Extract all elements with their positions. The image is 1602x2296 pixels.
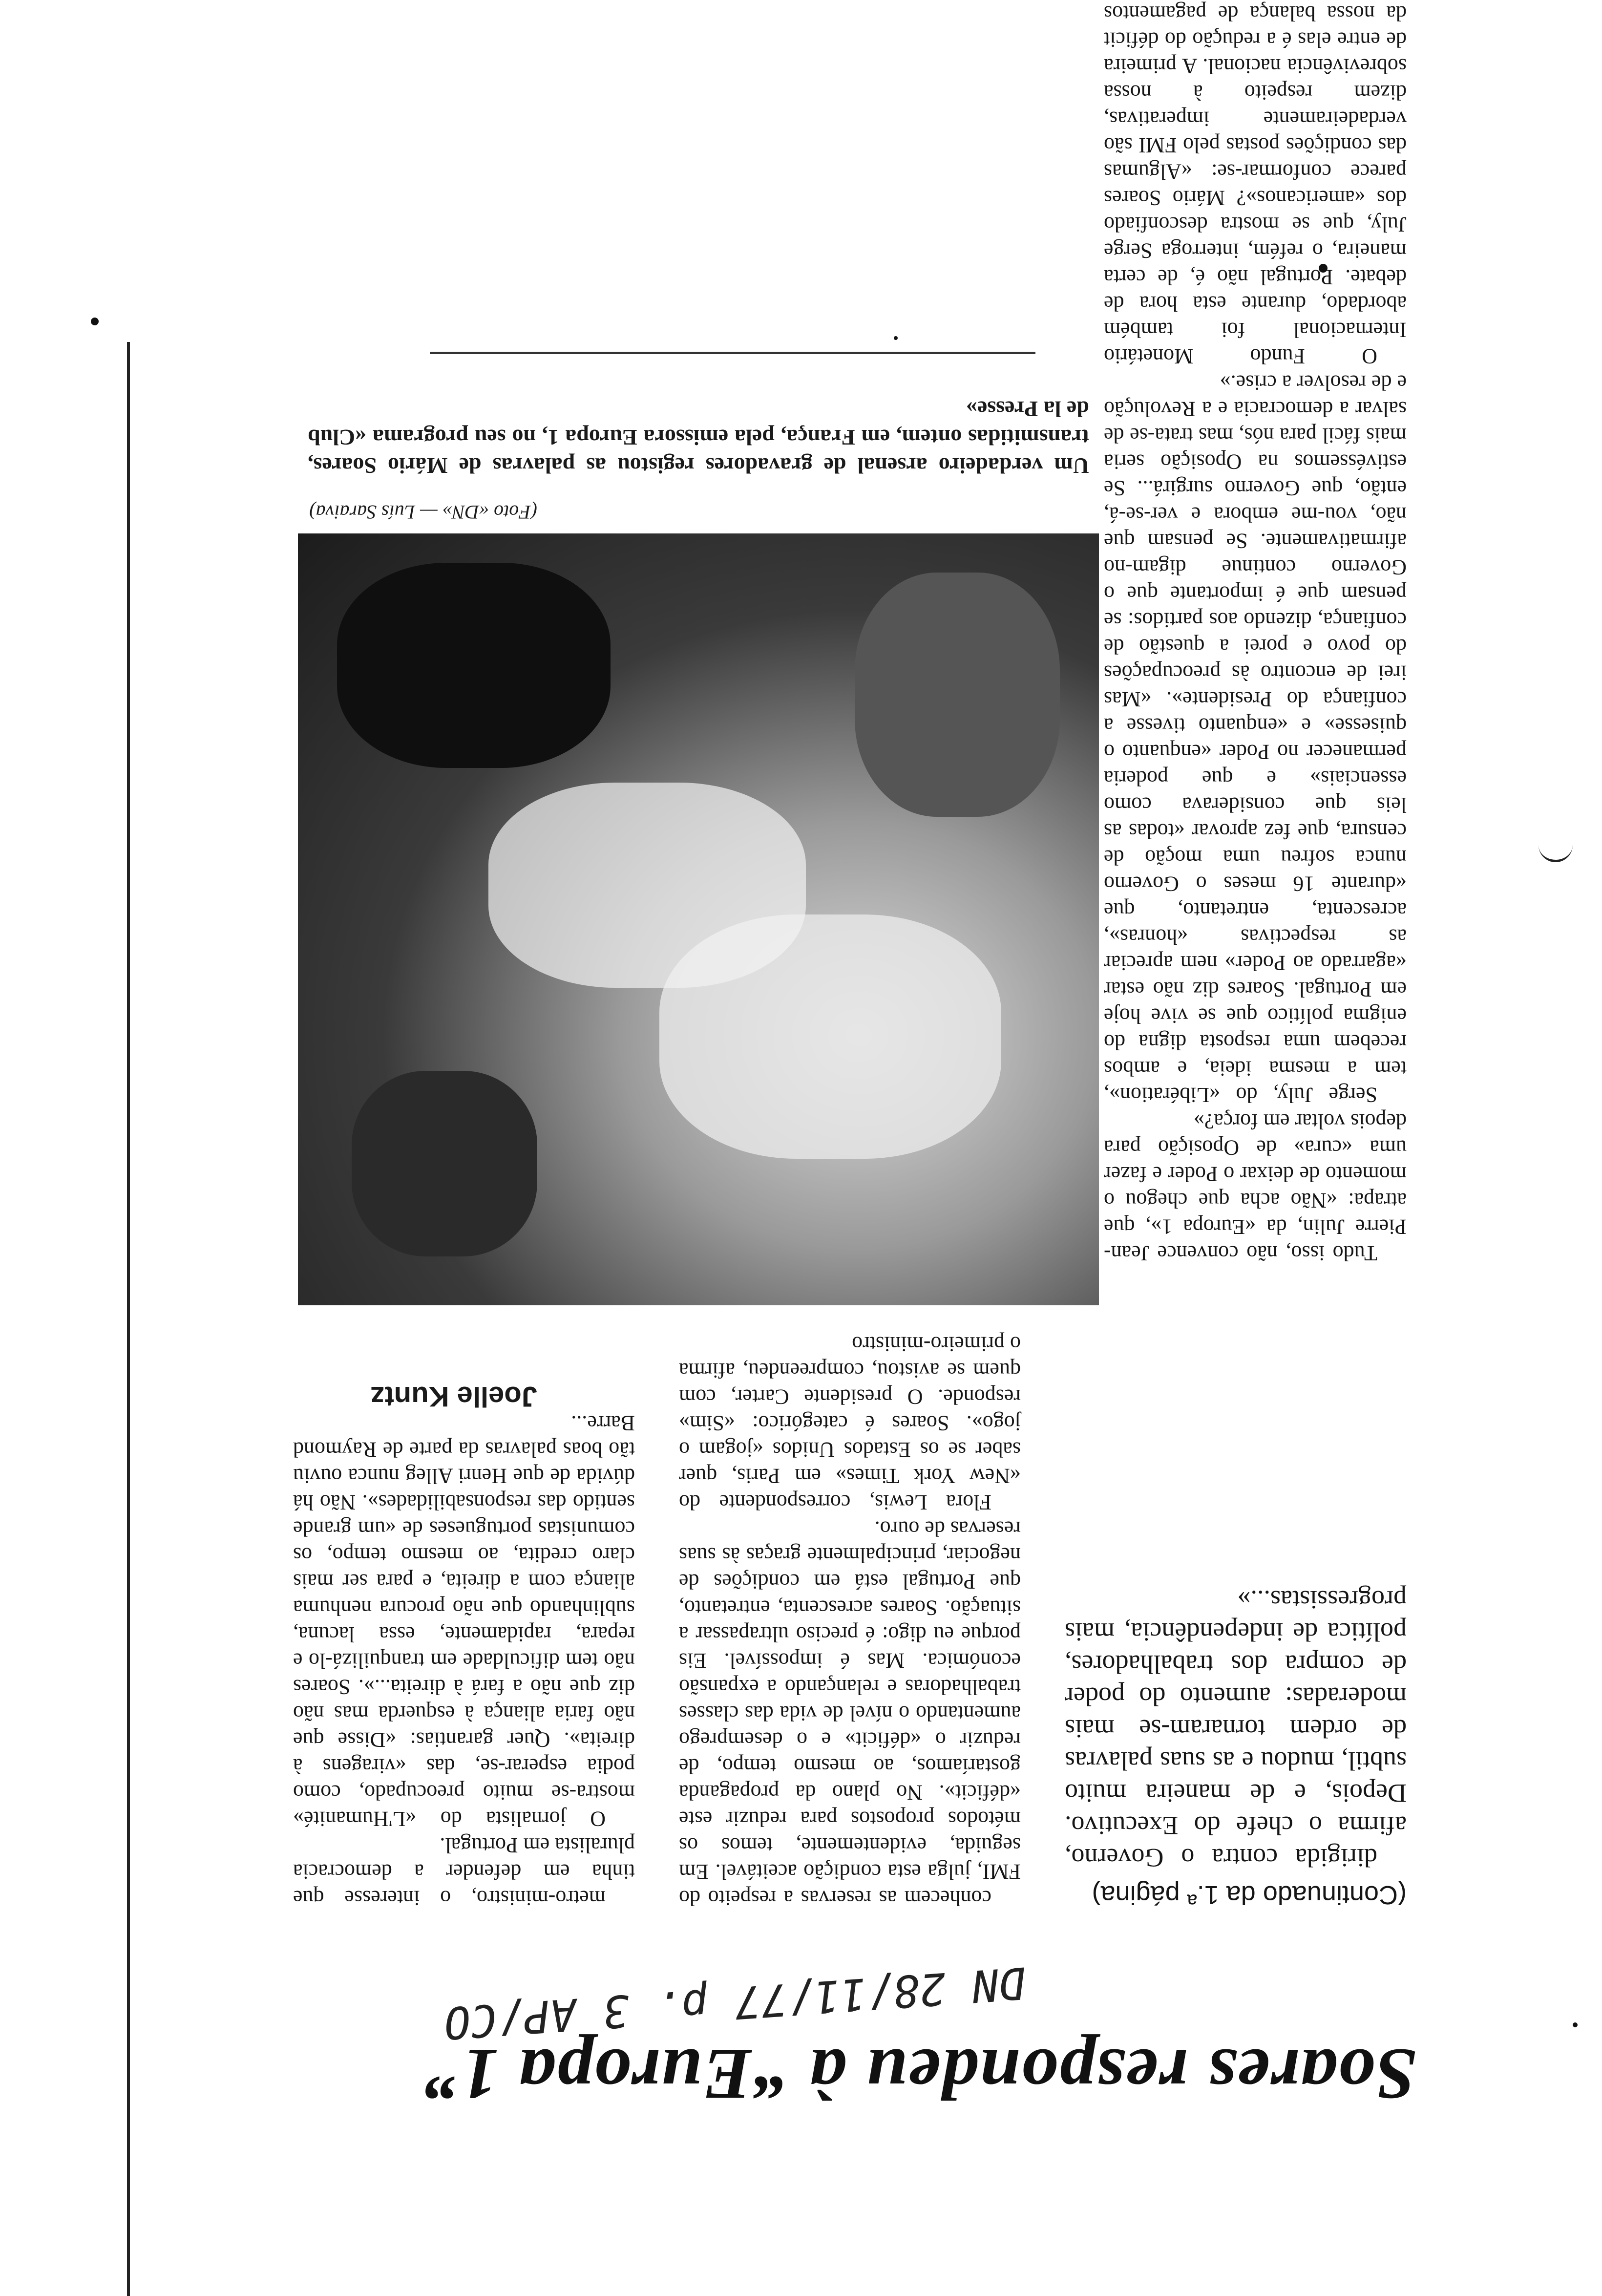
- photo-credit: (Foto «DN» — Luís Saraiva): [309, 501, 537, 523]
- paragraph: conhecem as reservas a respeito do FMI, julga esta condição aceitável. Em seguida, evidentemente, temos os métodos propostos para reduzir este «déficit». No plano da propaganda gostaríamos, ao mesmo tempo, de reduzir o «déficit» e o desemprego aumentando o nível de vida das classes trabalhadoras e relançando a expansão económica. Mas é impossível. Eis porque eu digo: é preciso ultrapassar a situação. Soares acrescenta, entretanto, que Portugal está em condições de negociar, principalmente graças às suas reservas de ouro.: [679, 1517, 1021, 1910]
- headline: Soares respondeu à “Europa 1”: [423, 2034, 1416, 2115]
- photo-detail: [352, 1071, 537, 1256]
- paragraph: Serge July, do «Libération», tem a mesma ideia, e ambos recebem uma resposta digna do enigma político que se vive hoje em Portugal. Soares diz não estar «agarrado ao Poder» nem apreciar as respectivas «honras», acrescenta, entretanto, que «durante 16 meses o Governo nunca sofreu uma moção de censura, que fez aprovar «todas as leis que considerava como essenciais» e que poderia permanecer no Poder «enquanto o quisesse» e «enquanto tivesse a confiança do Presidente». «Mas irei de encontro às preocupações do povo e porei a questão de confiança, dizendo aos partidos: se pensam que é importante que o Governo continue digam-no afirmativamente. Se pensam que não, vou-me embora e ver-se-á, então, que Governo surgirá... Se estivéssemos na Oposição seria mais fácil para nós, mas trata-se de salvar a democracia e a Revolução e de resolver a crise.»: [1104, 371, 1407, 1107]
- paragraph: Flora Lewis, correspondente do «New York Times» em Paris, quer saber se os Estados Unidos «jogam o jogo». Soares é categórico: «Sim» responde. O presidente Carter, com quem se avistou, compreendeu, afirma o primeiro-ministro: [679, 1332, 1021, 1514]
- column-right: [293, 1410, 635, 1911]
- lead-column: [1065, 1584, 1407, 1911]
- paragraph: Tudo isso, não convence Jean-Pierre Julin, da «Europa 1», que atrapa: «Não acha que chegou o momento de deixar o Poder e fazer uma «cura» de Oposição para depois voltar em força?»: [1104, 1109, 1407, 1265]
- column-rule: [430, 352, 1035, 354]
- byline: Joelle Kuntz: [370, 1381, 537, 1412]
- photo-caption: Um verdadeiro arsenal de gravadores registou as palavras de Mário Soares, transmitidas ontem, em França, pela emissora Europa 1, no seu programa «Club de la Presse»: [308, 397, 1089, 478]
- paragraph: metro-ministro, o interesse que tinha em defender a democracia pluralista em Portugal.: [293, 1833, 635, 1910]
- photo-detail: [337, 563, 611, 768]
- handwritten-note: DN 28/11/77 p. 3 AP/CO: [442, 1956, 1027, 2049]
- photo-detail: [488, 783, 806, 988]
- column-left: [1104, 0, 1407, 1266]
- photo-detail: [855, 573, 1060, 817]
- column-rule: [127, 342, 130, 2296]
- paragraph: O jornalista do «L'Humanité» mostra-se muito preocupado, como podia esperar-se, das «viragens à direita». Quer garantias: «Disse que não faria aliança à esquerda mas não diz que não a fará à direita...». Soares não tem dificuldade em tranquilizá-lo e repara, rapidamente, essa lacuna, sublinhando que não procura nenhuma aliança com a direita, e para ser mais claro credita, ao mesmo tempo, os comunistas portugueses de «um grande sentido das responsabilidades». Não há dúvida de que Henri Alleg nunca ouviu tão boas palavras da parte de Raymond Barre...: [293, 1411, 635, 1831]
- lead-paragraph: dirigida contra o Governo, afirma o chefe do Executivo. Depois, e de maneira muito subtil, mudou e as suas palavras de ordem tornaram-se mais moderadas: aumento do poder de compra dos trabalhadores, política de independência, mais progressistas...»: [1065, 1585, 1407, 1872]
- continued-label: (Continuado da 1.ª página): [1092, 1880, 1407, 1910]
- press-photo: [298, 533, 1099, 1305]
- column-middle: [679, 1331, 1021, 1911]
- paragraph: O Fundo Monetário Internacional foi também abordado, durante esta hora de debate. Portugal não é, de certa maneira, o refém, interroga Serge July, que se mostra desconfiado dos «americanos»? Mário Soares parece conformar-se: «Algumas das condições postas pelo FMI são verdadeiramente imperativas, dizem respeito à nossa sobrevivência nacional. A primeira de entre elas é a redução do déficit da nossa balança de pagamentos: [1104, 1, 1407, 368]
